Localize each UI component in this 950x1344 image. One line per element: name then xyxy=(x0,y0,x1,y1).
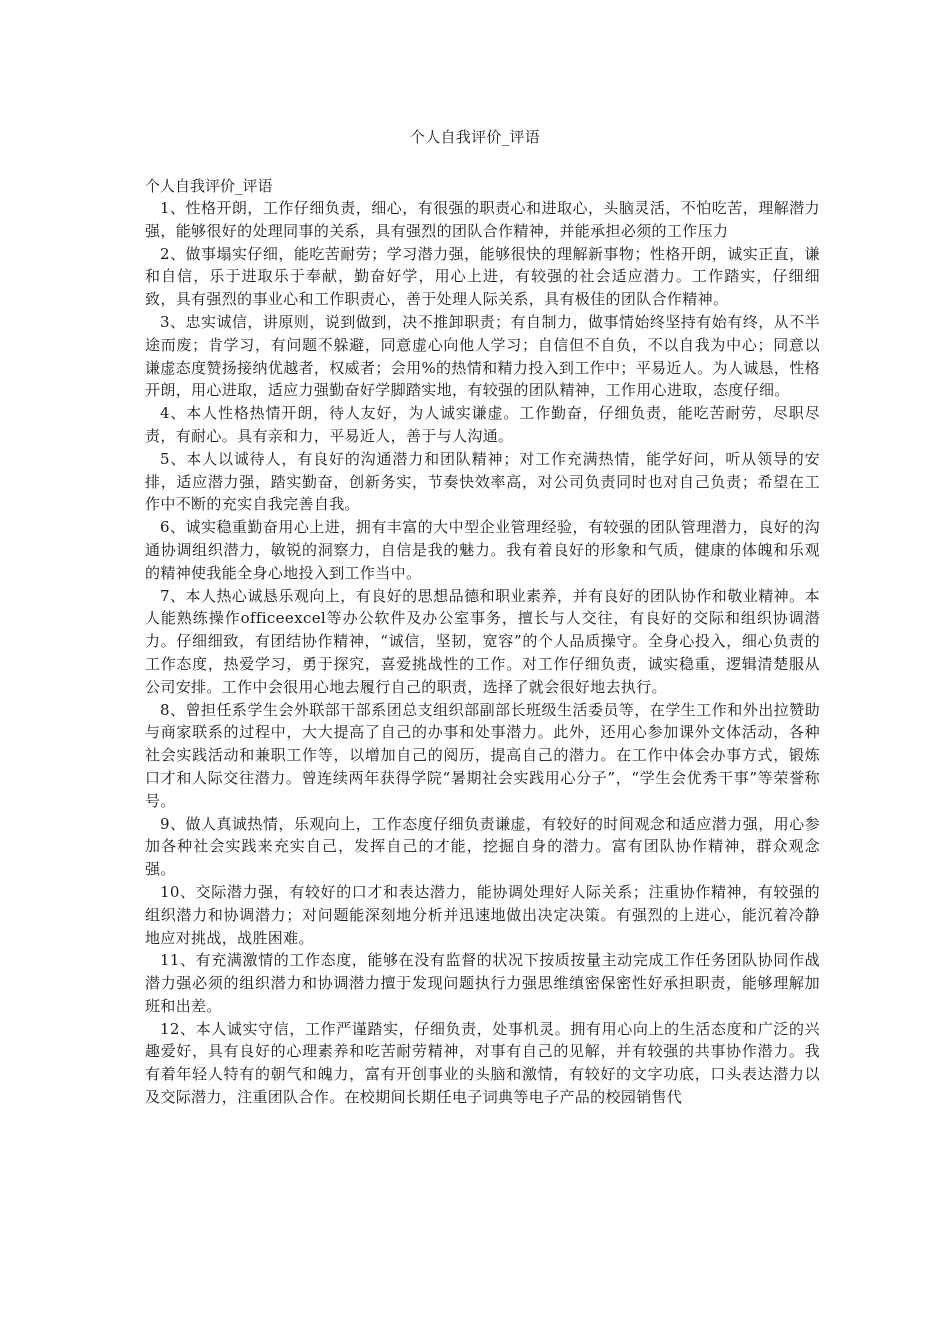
document-subtitle: 个人自我评价_评语 xyxy=(145,177,273,195)
paragraph-5: 5、本人以诚待人，有良好的沟通潜力和团队精神；对工作充满热情，能学好问，听从领导的安排，适应潜力强，踏实勤奋，创新务实，节奏快效率高，对公司负责同时也对自己负责；希望在工作中不断的充实自我完善自我。 xyxy=(145,449,820,514)
paragraph-3: 3、忠实诚信，讲原则，说到做到，决不推卸职责；有自制力，做事情始终坚持有始有终，从不半途而废；肯学习，有问题不躲避，同意虚心向他人学习；自信但不自负，不以自我为中心；同意以谦虚态度赞扬接纳优越者，权威者；会用%的热情和精力投入到工作中；平易近人。为人诚恳，性格开朗，用心进取，适应力强勤奋好学脚踏实地，有较强的团队精神，工作用心进取，态度仔细。 xyxy=(145,312,820,400)
paragraph-6: 6、诚实稳重勤奋用心上进，拥有丰富的大中型企业管理经验，有较强的团队管理潜力，良好的沟通协调组织潜力，敏锐的洞察力，自信是我的魅力。我有着良好的形象和气质，健康的体魄和乐观的精神使我能全身心地投入到工作当中。 xyxy=(145,518,820,582)
paragraph-1: 1、性格开朗，工作仔细负责，细心，有很强的职责心和进取心，头脑灵活，不怕吃苦，理解潜力强，能够很好的处理同事的关系，具有强烈的团队合作精神，并能承担必须的工作压力 xyxy=(145,199,820,240)
document-title: 个人自我评价_评语 xyxy=(409,128,541,146)
paragraph-11: 11、有充满激情的工作态度，能够在没有监督的状况下按质按量主动完成工作任务团队协同作战潜力强必须的组织潜力和协调潜力擅于发现问题执行力强思维缜密保密性好承担职责，能够理解加班和出差。 xyxy=(145,951,820,1015)
paragraph-2: 2、做事塌实仔细，能吃苦耐劳；学习潜力强，能够很快的理解新事物；性格开朗，诚实正直，谦和自信，乐于进取乐于奉献，勤奋好学，用心上进，有较强的社会适应潜力。工作踏实，仔细细致，具有强烈的事业心和工作职责心，善于处理人际关系，具有极佳的团队合作精神。 xyxy=(145,244,820,309)
document-body xyxy=(145,175,820,1109)
paragraph-8: 8、曾担任系学生会外联部干部系团总支组织部副部长班级生活委员等，在学生工作和外出拉赞助与商家联系的过程中，大大提高了自己的办事和处事潜力。此外，还用心参加课外文体活动，各种社会实践活动和兼职工作等，以增加自己的阅历，提高自己的潜力。在工作中体会办事方式，锻炼口才和人际交往潜力。曾连续两年获得学院“暑期社会实践用心分子”，“学生会优秀干事”等荣誉称号。 xyxy=(145,700,820,810)
paragraph-7: 7、本人热心诚恳乐观向上，有良好的思想品德和职业素养，并有良好的团队协作和敬业精神。本人能熟练操作officeexcel等办公软件及办公室事务，擅长与人交往，有良好的交际和组织协调潜力。仔细细致，有团结协作精神，“诚信，坚韧，宽容”的个人品质操守。全身心投入，细心负责的工作态度，热爱学习，勇于探究，喜爱挑战性的工作。对工作仔细负责，诚实稳重，逻辑清楚服从公司安排。工作中会很用心地去履行自己的职责，选择了就会很好地去执行。 xyxy=(145,586,820,696)
paragraph-12: 12、本人诚实守信，工作严谨踏实，仔细负责，处事机灵。拥有用心向上的生活态度和广泛的兴趣爱好，具有良好的心理素养和吃苦耐劳精神，对事有自己的见解，并有较强的共事协作潜力。我有着年轻人特有的朝气和魄力，富有开创事业的头脑和激情，有较好的文字功底，口头表达潜力以及交际潜力，注重团队合作。在校期间长期任电子词典等电子产品的校园销售代 xyxy=(145,1019,820,1107)
paragraph-9: 9、做人真诚热情，乐观向上，工作态度仔细负责谦虚，有较好的时间观念和适应潜力强，用心参加各种社会实践来充实自己，发挥自己的才能，挖掘自身的潜力。富有团队协作精神，群众观念强。 xyxy=(145,814,820,879)
paragraph-10: 10、交际潜力强，有较好的口才和表达潜力，能协调处理好人际关系；注重协作精神，有较强的组织潜力和协调潜力；对问题能深刻地分析并迅速地做出决定决策。有强烈的上进心，能沉着冷静地应对挑战，战胜困难。 xyxy=(145,882,820,947)
paragraph-4: 4、本人性格热情开朗，待人友好，为人诚实谦虚。工作勤奋，仔细负责，能吃苦耐劳，尽职尽责，有耐心。具有亲和力，平易近人，善于与人沟通。 xyxy=(145,404,820,445)
